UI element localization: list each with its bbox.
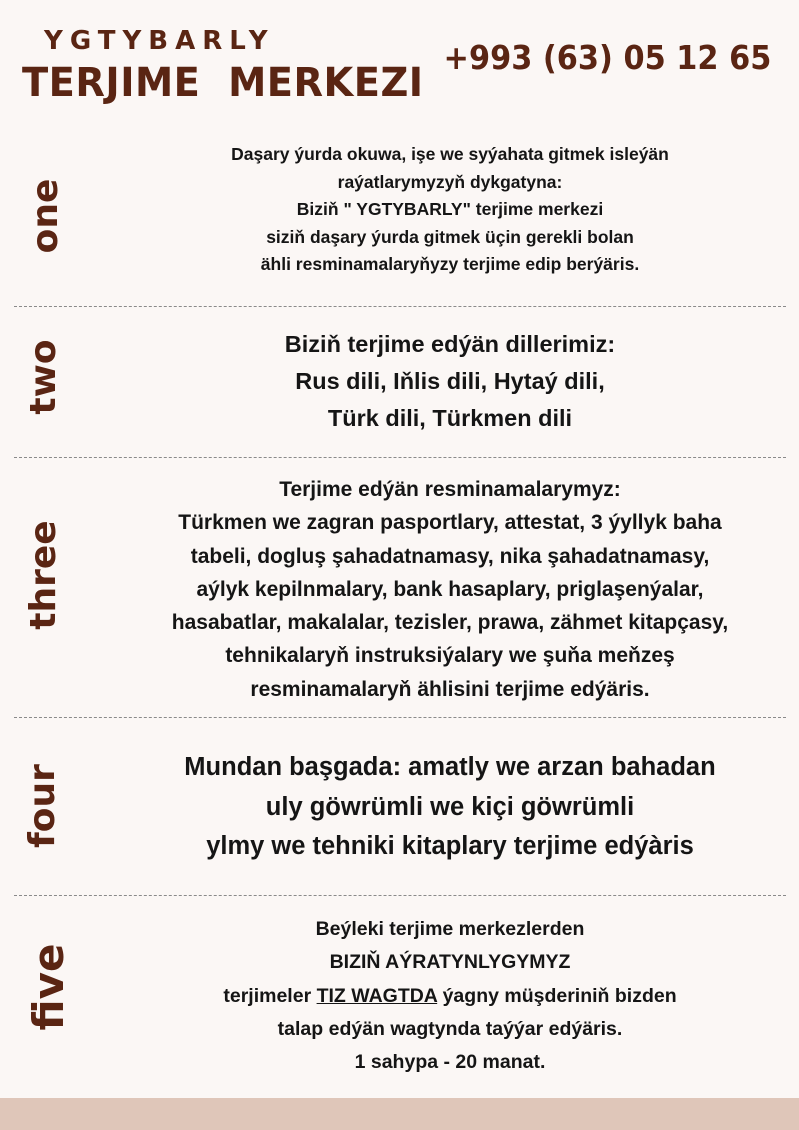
fast-delivery-highlight: TIZ WAGTDA — [316, 984, 438, 1007]
section-three-line: tabeli, dogluş şahadatnamasy, nika şahadatnamasy, — [190, 544, 710, 568]
section-one-line: raýatlarymyzyň dykgatyna: — [337, 171, 563, 192]
section-label-three: three — [23, 520, 64, 630]
section-five-line-suffix: ýagny müşderiniň bizden — [437, 984, 677, 1007]
section-one-line: Biziň " YGTYBARLY" terjime merkezi — [296, 199, 604, 219]
section-divider — [14, 306, 786, 307]
section-one-line: siziň daşary ýurda gitmek üçin gerekli bolan — [266, 226, 634, 247]
section-five-line: BIZIŇ AÝRATYNLYGYMYZ — [329, 951, 571, 974]
section-one-line: ähli resminamalaryňyzy terjime edip berýäris. — [260, 254, 640, 274]
brand-name-title: TERJIME MERKEZI — [22, 60, 424, 106]
section-five-line: talap edýän wagtynda taýýar edýäris. — [277, 1017, 623, 1040]
section-two-text — [110, 326, 790, 437]
section-two-line: Rus dili, Iňlis dili, Hytaý dili, — [295, 368, 605, 394]
section-five-text — [110, 913, 790, 1079]
section-divider — [14, 895, 786, 896]
section-label-one: one — [25, 178, 66, 254]
section-five-line-prefix: terjimeler — [223, 984, 317, 1007]
section-divider — [14, 457, 786, 458]
section-three-line: hasabatlar, makalalar, tezisler, prawa, zähmet kitapçasy, — [171, 611, 729, 635]
section-five-line: Beýleki terjime merkezlerden — [315, 918, 585, 940]
section-two-line: Biziň terjime edýän dillerimiz: — [284, 331, 616, 357]
section-four-line: uly göwrümli we kiçi göwrümli — [265, 792, 635, 821]
section-divider — [14, 717, 786, 718]
section-four-line: Mundan başgada: amatly we arzan bahadan — [184, 753, 716, 781]
price-line: 1 sahypa - 20 manat. — [354, 1051, 546, 1074]
section-three-line: Terjime edýän resminamalarymyz: — [279, 478, 621, 501]
section-label-five: five — [24, 943, 73, 1031]
section-three-text — [100, 473, 799, 706]
brand-name-small: YGTYBARLY — [44, 26, 275, 56]
phone-number: +993 (63) 05 12 65 — [443, 38, 771, 77]
section-four-line: ylmy we tehniki kitaplary terjime edýàris — [206, 832, 694, 860]
section-three-line: resminamalaryň ählisini terjime edýäris. — [250, 677, 650, 701]
section-four-text — [110, 748, 790, 867]
section-one-line: Daşary ýurda okuwa, işe we syýahata gitmek isleýän — [231, 144, 669, 164]
section-three-line: aýlyk kepilnmalary, bank hasaplary, priglaşenýalar, — [196, 577, 704, 601]
section-one-text — [110, 141, 790, 279]
footer-bar — [0, 1098, 799, 1130]
section-label-four: four — [22, 764, 63, 848]
section-three-line: Türkmen we zagran pasportlary, attestat, 3 ýyllyk baha — [178, 511, 722, 535]
section-label-two: two — [23, 339, 64, 415]
section-three-line: tehnikalaryň instruksiýalary we şuňa meňzeş — [225, 644, 675, 668]
section-two-line: Türk dili, Türkmen dili — [327, 405, 573, 431]
section-five-line — [110, 980, 790, 1013]
